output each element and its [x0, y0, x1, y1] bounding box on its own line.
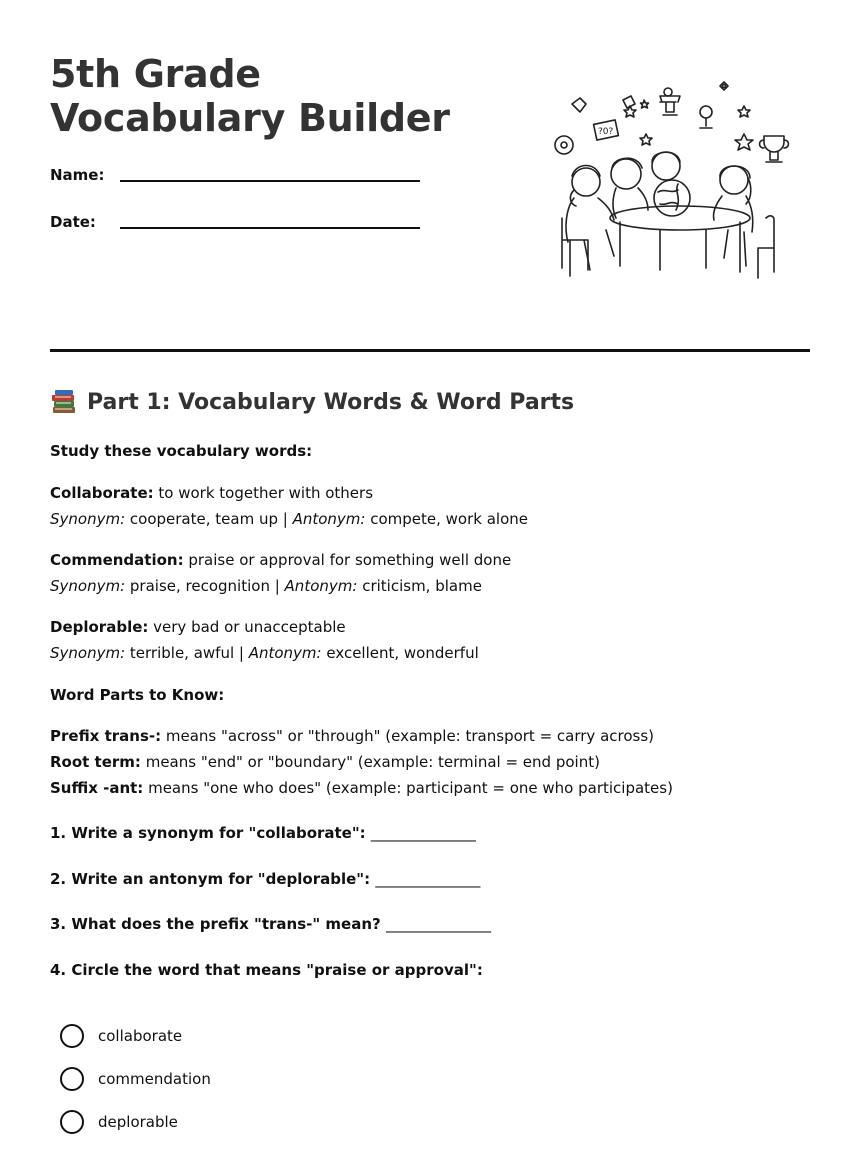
answer-blank[interactable]: ______________	[375, 870, 481, 888]
name-field[interactable]	[50, 166, 104, 184]
question-3	[50, 915, 491, 933]
radio-circle[interactable]	[60, 1024, 84, 1048]
question-4	[50, 961, 483, 979]
name-line[interactable]	[120, 180, 420, 182]
word-term: Collaborate:	[50, 484, 154, 502]
synonyms: praise, recognition |	[125, 577, 285, 595]
antonyms: criticism, blame	[357, 577, 482, 595]
option-label: commendation	[98, 1070, 211, 1088]
antonyms: excellent, wonderful	[321, 644, 479, 662]
option-collaborate[interactable]	[60, 1024, 182, 1048]
table-icon	[610, 206, 750, 272]
word-entry	[50, 614, 479, 666]
word-entry	[50, 547, 511, 599]
question-text: 1. Write a synonym for "collaborate":	[50, 824, 371, 842]
chairs-icon	[562, 216, 774, 278]
word-part-meaning: means "end" or "boundary" (example: terminal = end point)	[140, 753, 600, 771]
antonym-label: Antonym:	[248, 644, 322, 662]
question-2	[50, 870, 480, 888]
option-label: collaborate	[98, 1027, 183, 1045]
books-icon	[50, 388, 78, 416]
answer-blank[interactable]: ______________	[385, 915, 491, 933]
date-label: Date:	[50, 213, 96, 231]
word-part-meaning: means "across" or "through" (example: transport = carry across)	[161, 727, 655, 745]
synonym-label: Synonym:	[50, 644, 126, 662]
option-commendation[interactable]	[60, 1067, 211, 1091]
antonym-label: Antonym:	[284, 577, 358, 595]
globe-icon	[654, 180, 690, 216]
synonym-label: Synonym:	[50, 577, 126, 595]
antonym-label: Antonym:	[292, 510, 366, 528]
question-text: 2. Write an antonym for "deplorable":	[50, 870, 376, 888]
synonyms: terrible, awful |	[125, 644, 249, 662]
option-deplorable[interactable]	[60, 1110, 178, 1134]
question-1	[50, 824, 476, 842]
part1-heading-text: Part 1: Vocabulary Words & Word Parts	[87, 389, 575, 415]
word-entry	[50, 480, 528, 532]
word-definition: to work together with others	[153, 484, 374, 502]
name-label: Name:	[50, 166, 105, 184]
page-title: 5th Grade Vocabulary Builder	[50, 52, 450, 140]
question-text: 4. Circle the word that means "praise or approval":	[50, 961, 483, 979]
word-definition: very bad or unacceptable	[148, 618, 346, 636]
word-parts-list	[50, 723, 673, 801]
section-divider	[50, 349, 810, 352]
word-term: Commendation:	[50, 551, 184, 569]
study-label: Study these vocabulary words:	[50, 442, 313, 460]
radio-circle[interactable]	[60, 1067, 84, 1091]
word-part: Suffix -ant:	[50, 779, 144, 797]
date-field[interactable]	[50, 213, 96, 231]
word-part: Prefix trans-:	[50, 727, 162, 745]
synonym-label: Synonym:	[50, 510, 126, 528]
word-part: Root term:	[50, 753, 141, 771]
part1-heading	[50, 388, 574, 416]
word-definition: praise or approval for something well done	[183, 551, 512, 569]
radio-circle[interactable]	[60, 1110, 84, 1134]
answer-blank[interactable]: ______________	[370, 824, 476, 842]
doodles-icon	[555, 82, 789, 162]
word-parts-label: Word Parts to Know:	[50, 686, 225, 704]
date-line[interactable]	[120, 227, 420, 229]
word-part-meaning: means "one who does" (example: participant = one who participates)	[143, 779, 673, 797]
svg-text:?0?: ?0?	[598, 127, 614, 137]
children-studying-illustration	[548, 70, 798, 285]
question-text: 3. What does the prefix "trans-" mean?	[50, 915, 386, 933]
synonyms: cooperate, team up |	[125, 510, 293, 528]
option-label: deplorable	[98, 1113, 178, 1131]
antonyms: compete, work alone	[365, 510, 529, 528]
word-term: Deplorable:	[50, 618, 149, 636]
